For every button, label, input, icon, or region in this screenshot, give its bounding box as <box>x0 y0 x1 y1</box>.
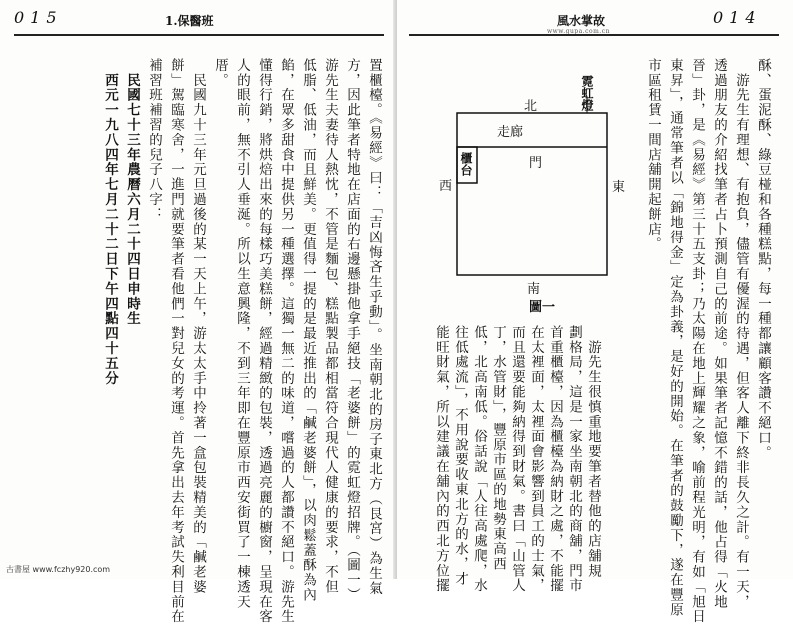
store-outline <box>457 113 607 275</box>
right-text-column: 東昇」，通常筆者以「錦地得金」定為卦義，是好的開始。在筆者的鼓勵下，遂在豐原 <box>667 58 683 618</box>
right-text-column: 往低處流」，不用說要收東北方的水，才 <box>452 325 468 587</box>
right-header-subtitle: www.gupa.com.cn <box>547 28 610 35</box>
left-footer-url: 古書屋 www.fczhy920.com <box>6 565 111 574</box>
right-text-column: 首重櫃檯，因為櫃檯為納財之處，不能擺 <box>547 325 563 594</box>
right-page-number: 014 <box>713 8 762 27</box>
right-text-column: 市區租賃一間店舖開起餅店。 <box>645 58 661 252</box>
right-text-column: 透過朋友的介紹找筆者占卜預測自己的前途。如果筆者記憶不錯的話，他占得「火地 <box>711 58 727 610</box>
left-text-column: 餅」駕臨寒舍，一進門就要筆者看他們一對兒女的考運。首先拿出去年考試失利目前在 <box>168 58 184 624</box>
east-label: 東 <box>612 180 626 195</box>
right-text-column: 在太裡面，太裡面會影響到員工的士氣， <box>528 325 544 594</box>
left-text-column: 方，因此筆者特地在店面的右邊懸掛他拿手絕技「老婆餅」的霓虹燈招牌。（圖一） <box>344 58 360 603</box>
right-text-column: 能旺財氣，所以建議在舖內的西北方位擺 <box>433 325 449 594</box>
south-label: 南 <box>527 282 541 297</box>
right-text-column: 酥、蛋泥酥、綠豆椪和各種糕點，每一種都讓顧客讚不絕口。 <box>755 58 771 461</box>
left-text-column: 餡，在眾多甜食中提供另一種選擇。這獨一無二的味道，嚐過的人都讚不絕口。游先生 <box>278 58 294 624</box>
right-text-column: 而且還要能夠納得到財氣。書曰「山管人 <box>509 325 525 594</box>
right-text-column: 游先生很慎重地要筆者替他的店舖規 <box>585 325 601 579</box>
right-text-column: 丁，水管財」，豐原市區的地勢東高西 <box>490 325 506 572</box>
right-text-column: 游先生有理想、有抱負，儘管有優渥的待遇，但客人離下終非長久之計。有一天， <box>733 58 749 610</box>
left-text-column: 置櫃檯。《易經》曰：「吉凶悔吝生乎動」。坐南朝北的房子東北方（艮宮）為生氣 <box>366 58 382 596</box>
left-text-column: 西元一九八四年七月二十二日下午四點四十五分 <box>102 58 118 386</box>
left-text-column: 懂得行銷，將烘焙出來的每樣巧美糕餅，經過精緻的包裝，透過亮麗的櫥窗，呈現在客 <box>256 58 272 624</box>
left-text-column: 游先生夫妻待人熱忱，不管是麵包、糕點製品都相當符合現代人健康的要求，不但 <box>322 58 338 595</box>
left-text-column: 補習班補習的兒子八字： <box>146 58 162 222</box>
neon-sign-label: 霓虹燈 <box>580 75 594 111</box>
right-page <box>397 0 793 624</box>
right-header-rule <box>409 34 779 36</box>
corridor-label: 走廊 <box>497 125 524 140</box>
left-text-column: 人的眼前，無不引人垂涎。所以生意興隆，不到三年即在豐原市西安街買了一棟透天 <box>234 58 250 610</box>
left-text-column: 低脂、低油，而且鮮美。更值得一提的是最近推出的「鹹老婆餅」，以肉鬆蓋酥為內 <box>300 58 316 603</box>
left-page <box>0 0 396 624</box>
left-page-number: 015 <box>14 8 63 27</box>
left-text-column: 厝。 <box>212 58 228 88</box>
right-text-column: 低，北高南低。俗話說「人往高處爬，水 <box>471 325 487 594</box>
door-label: 門 <box>529 156 543 171</box>
north-label: 北 <box>524 99 538 114</box>
left-text-column: 民國九十三年元旦過後的某一天上午，游太太手中拎著一盒包裝精美的「鹹老婆 <box>190 58 206 595</box>
left-text-column: 民國七十三年農曆六月二十四日申時生 <box>124 58 140 327</box>
figure-caption: 圖一 <box>529 300 556 315</box>
west-label: 西 <box>439 179 453 194</box>
counter-label: 櫃台 <box>459 152 473 176</box>
left-header-title: 1.保醫班 <box>165 14 214 28</box>
right-header-title: 風水掌故 <box>557 14 606 28</box>
left-header-rule <box>14 34 384 36</box>
right-text-column: 劃格局，這是一家坐南朝北的商舖，門市 <box>566 325 582 594</box>
right-text-column: 晉」卦，是《易經》第三十五支卦；乃太陽在地上輝耀之象，喻前程光明，有如「旭日 <box>689 58 705 624</box>
store-layout-diagram <box>437 75 607 315</box>
